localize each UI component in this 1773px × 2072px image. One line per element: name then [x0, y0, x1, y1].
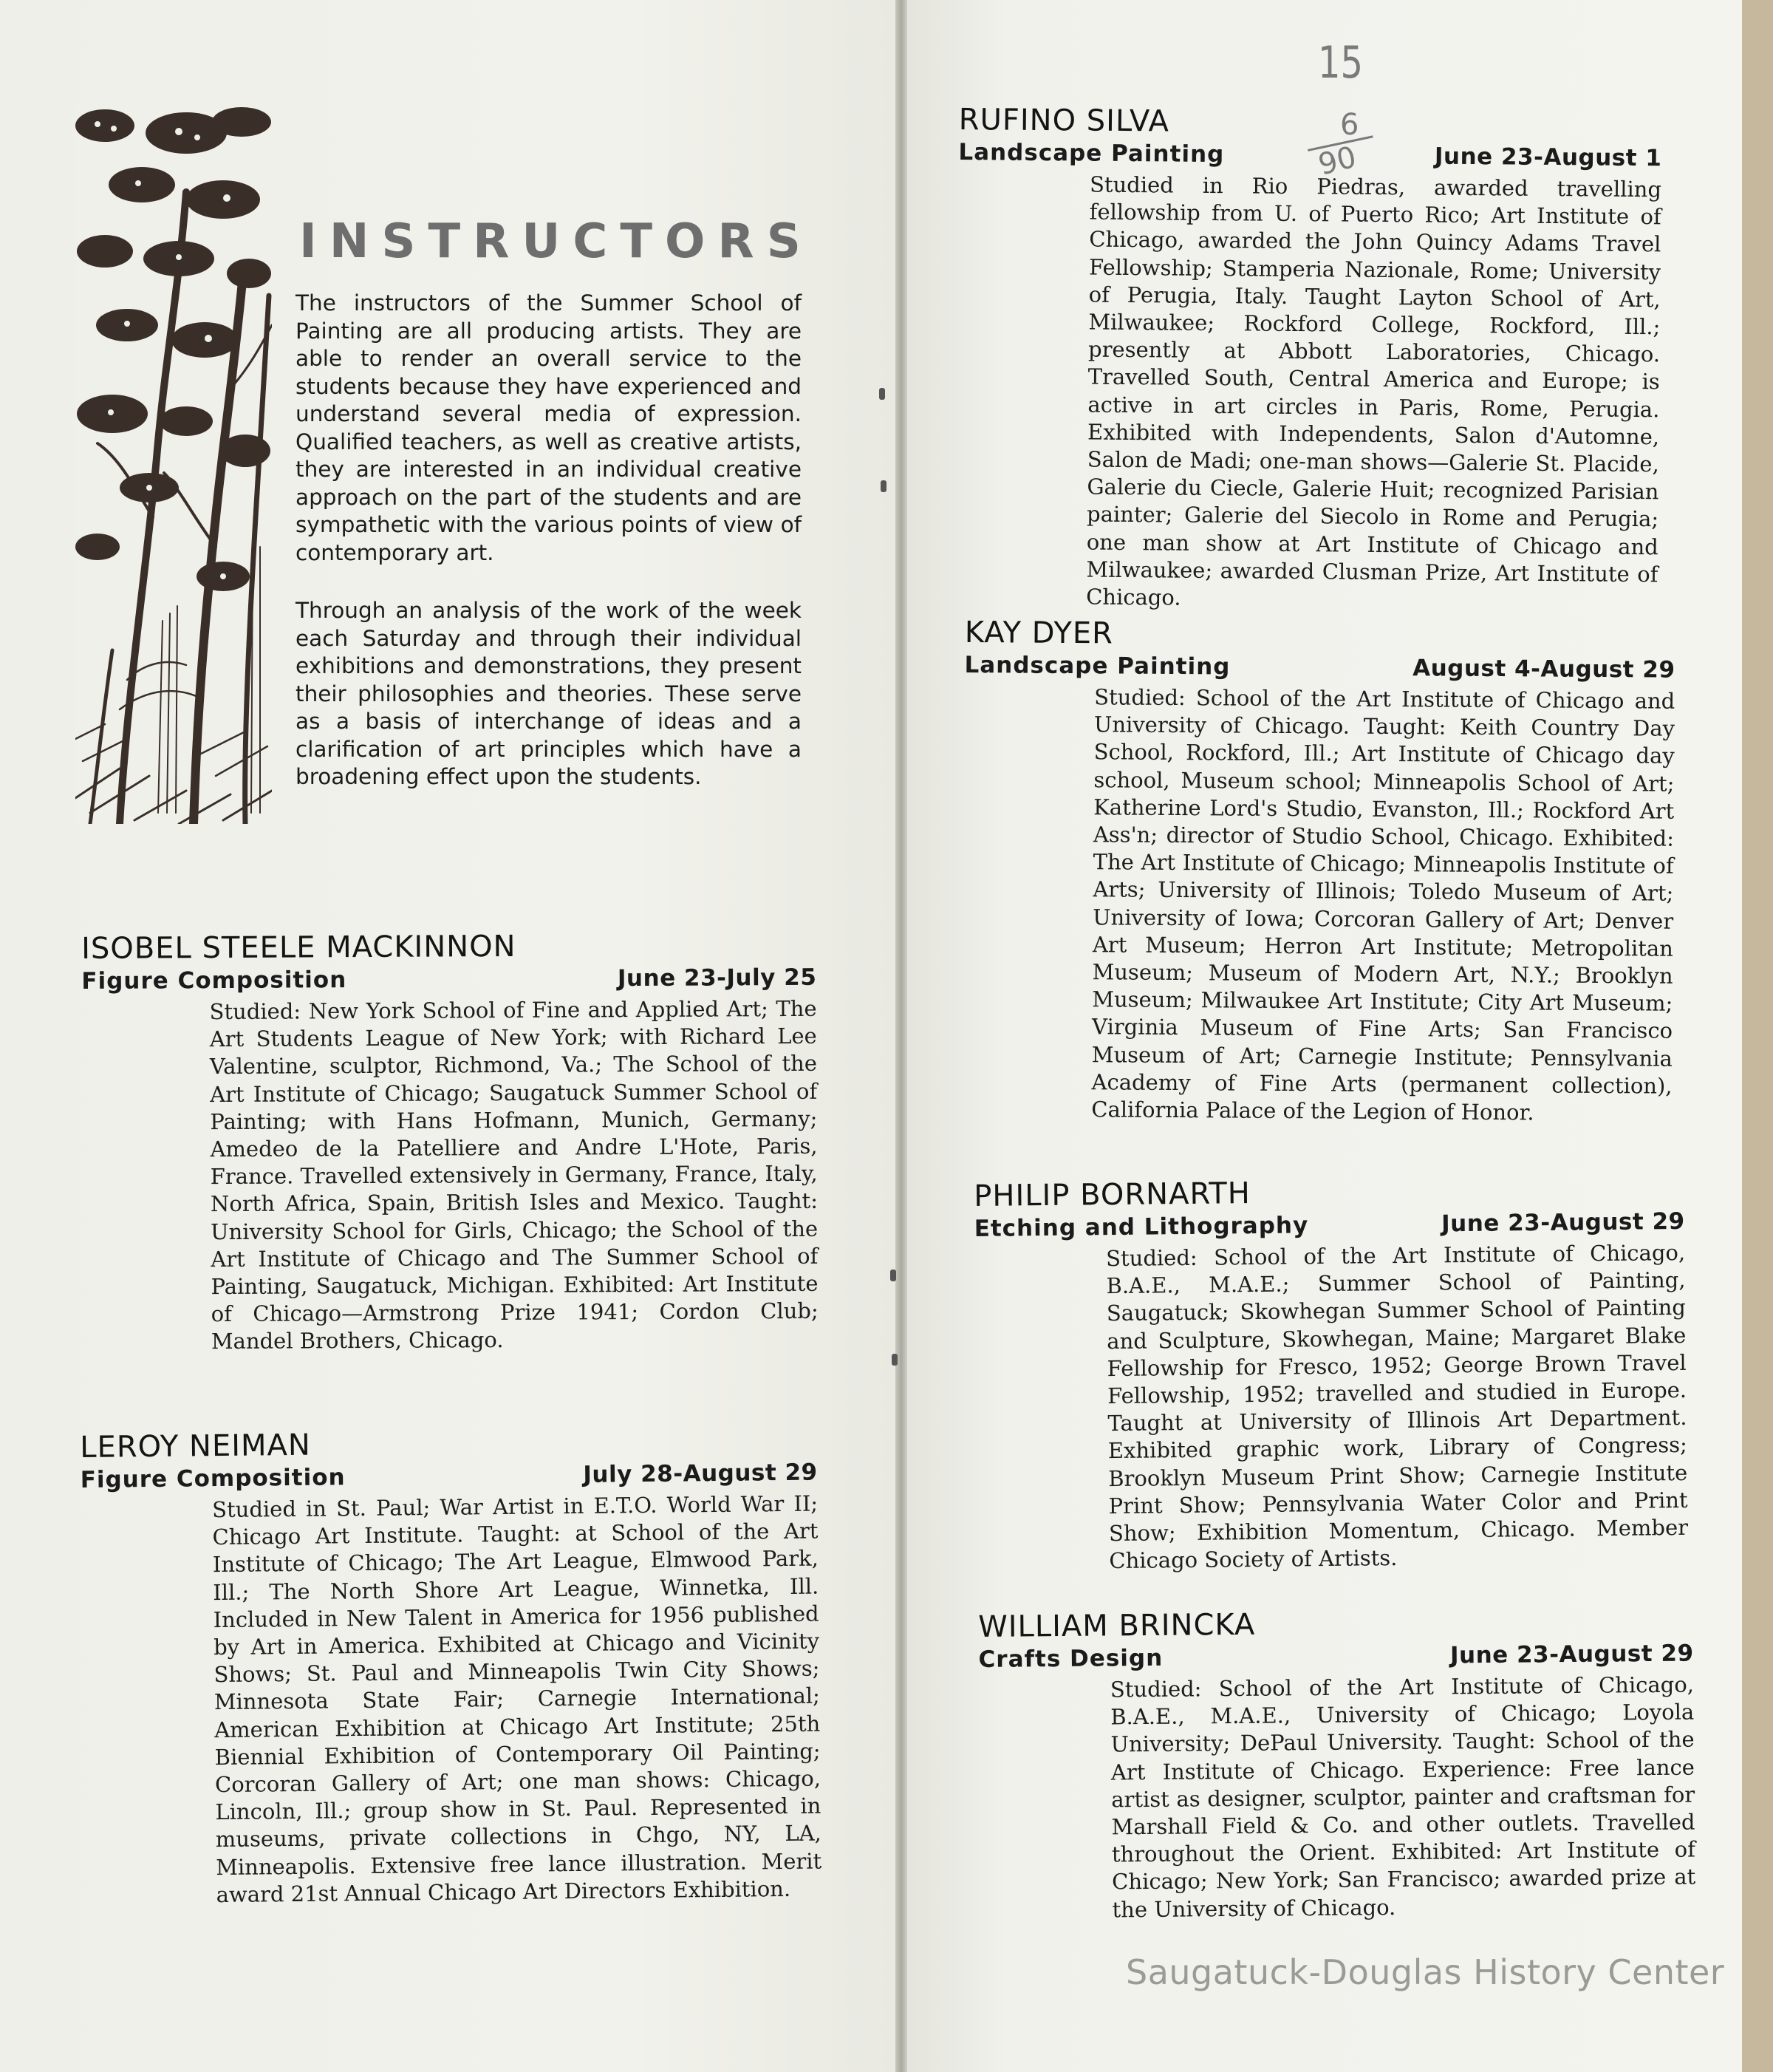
- instructor-bio: Studied: New York School of Fine and Applied Art; The Art Students League of New York; with Richard Lee Valentine, sculptor, Richmond, Va.; The School of the Art Institute of Chicago; Saugatuck Summer School of Painting; with Hans Hofmann, Munich, Germany; Amedeo de la Patelliere and Andre L'Hote, Paris, France. Travelled extensively in Germany, France, Italy, North Africa, Spain, British Isles and Mexico. Taught: University School for Girls, Chicago; the School of the Art Institute of Chicago and The Summer School of Painting, Saugatuck, Michigan. Exhibited: Art Institute of Chicago—Armstrong Prize 1941; Cordon Club; Mandel Brothers, Chicago.: [209, 995, 819, 1354]
- booklet-spine: [895, 0, 907, 2072]
- staple: [890, 1270, 896, 1281]
- instructor-name: RUFINO SILVA: [958, 102, 1170, 139]
- instructor-name: ISOBEL STEELE MACKINNON: [81, 929, 516, 966]
- course-dates: June 23-August 1: [1434, 143, 1662, 172]
- course-title: Figure Composition: [80, 1464, 346, 1493]
- watermark: Saugatuck-Douglas History Center: [1126, 1952, 1725, 1992]
- course-title: Landscape Painting: [964, 651, 1231, 681]
- course-dates: July 28-August 29: [583, 1459, 818, 1488]
- instructor-entry: [961, 615, 1675, 1128]
- course-line: [958, 137, 1661, 173]
- instructor-bio: Studied: School of the Art Institute of Chicago, B.A.E., M.A.E., University of Chicago; Loyola University; DePaul University. Taught: School of the Art Institute of Chicago. Experience: Free lance artist as designer, sculptor, painter and craftsman for Marshall Field & Co. and other outlets. Travelled throughout the Orient. Exhibited: Art Institute of Chicago; New York; San Francisco; awarded prize at the University of Chicago.: [1110, 1671, 1696, 1923]
- course-dates: June 23-August 29: [1441, 1207, 1685, 1238]
- staple: [879, 388, 885, 400]
- instructor-name: PHILIP BORNARTH: [974, 1176, 1251, 1213]
- instructor-bio: Studied in St. Paul; War Artist in E.T.O. World War II; Chicago Art Institute. Taught: at School of the Art Institute of Chicago; The Art League, Elmwood Park, Ill.; The North Shore Art League, Winnetka, Ill. Included in New Talent in America for 1956 published by Art in America. Exhibited at Chicago and Vicinity Shows; St. Paul and Minneapolis Twin City Shows; Minnesota State Fair; Carnegie International; American Exhibition at Chicago Art Institute; 25th Biennial Exhibition of Contemporary Oil Painting; Corcoran Gallery of Art; one man shows: Chicago, Lincoln, Ill.; group show in St. Paul. Represented in museums, private collections in Chgo, NY, LA, Minneapolis. Extensive free lance illustration. Merit award 21st Annual Chicago Art Directors Exhibition.: [211, 1490, 822, 1907]
- handwritten-number: 15: [1318, 37, 1364, 89]
- course-line: [978, 1639, 1693, 1674]
- staple: [892, 1354, 898, 1366]
- handwritten-fraction-top: 6: [1340, 108, 1359, 142]
- instructor-entry: [954, 102, 1662, 616]
- instructor-bio: Studied: School of the Art Institute of Chicago, B.A.E., M.A.E.; Summer School of Painting, Saugatuck; Skowhegan Summer School of Painting and Sculpture, Skowhegan, Maine; Margaret Blake Fellowship for Fresco, 1952; George Brown Travel Fellowship, 1952; travelled and studied in Europe. Taught at University of Illinois Art Department. Exhibited graphic work, Library of Congress; Brooklyn Museum Print Show; Carnegie Institute Print Show; Pennsylvania Water Color and Print Show; Exhibition Momentum, Chicago. Member Chicago Society of Artists.: [1105, 1239, 1689, 1574]
- course-dates: June 23-July 25: [617, 964, 817, 992]
- intro-paragraph: Through an analysis of the work of the week each Saturday and through their individual exhibitions and demonstrations, they present their philosophies and theories. These serve as a basis of interchange of ideas and a clarification of art principles which have a broadening effect upon the students.: [296, 598, 802, 789]
- page-heading: INSTRUCTORS: [299, 214, 813, 269]
- intro-paragraph: The instructors of the Summer School of Painting are all producing artists. They are able to render an overall service to the students because they have experienced and understand several media of expression. Qualified teachers, as well as creative artists, they are interested in an individual creative approach on the part of the students and are sympathetic with the various points of view of contemporary art.: [296, 290, 802, 565]
- tree-illustration: [75, 103, 272, 824]
- course-title: Figure Composition: [81, 967, 347, 995]
- course-line: [964, 650, 1675, 685]
- handwritten-fraction-bottom: 90: [1315, 140, 1360, 183]
- course-title: Crafts Design: [978, 1644, 1164, 1673]
- course-title: Landscape Painting: [958, 138, 1225, 168]
- instructor-entry: [974, 1171, 1689, 1576]
- instructor-name: WILLIAM BRINCKA: [978, 1607, 1256, 1644]
- course-line: [81, 963, 816, 996]
- course-dates: August 4-August 29: [1412, 655, 1675, 684]
- staple: [881, 480, 886, 492]
- instructor-name: LEROY NEIMAN: [80, 1428, 312, 1465]
- instructor-entry: [81, 927, 819, 1357]
- course-dates: June 23-August 29: [1449, 1640, 1694, 1669]
- instructor-name: KAY DYER: [964, 616, 1114, 651]
- instructor-entry: [80, 1422, 822, 1910]
- instructor-bio: Studied in Rio Piedras, awarded travelling fellowship from U. of Puerto Rico; Art Institute of Chicago, awarded the John Quincy Adams Travel Fellowship; Stamperia Nazionale, Rome; University of Perugia, Italy. Taught Layton School of Art, Milwaukee; Rockford College, Rockford, Ill.; presently at Abbott Laboratories, Chicago. Travelled South, Central America and Europe; is active in art circles in Paris, Rome, Perugia. Exhibited with Independents, Salon d'Automne, Salon de Madi; one-man shows—Galerie St. Placide, Galerie du Ciecle, Galerie Huit; recognized Parisian painter; Galerie del Siecolo in Rome and Perugia; one man show at Art Institute of Chicago and Milwaukee; awarded Clusman Prize, Art Institute of Chicago.: [1086, 171, 1662, 610]
- course-title: Etching and Lithography: [974, 1212, 1309, 1242]
- table-surface: [1742, 0, 1773, 2072]
- instructor-entry: [978, 1604, 1696, 1925]
- instructor-bio: Studied: School of the Art Institute of Chicago and University of Chicago. Taught: Keith Country Day School, Rockford, Ill.; Art Institute of Chicago day school, Museum school; Minneapolis School of Art; Katherine Lord's Studio, Evanston, Ill.; Rockford Art Ass'n; director of Studio School, Chicago. Exhibited: The Art Institute of Chicago; Minneapolis Institute of Arts; University of Illinois; Toledo Museum of Art; University of Iowa; Corcoran Gallery of Art; Denver Art Museum; Herron Art Institute; Metropolitan Museum; Museum of Modern Art, N.Y.; Brooklyn Museum; Milwaukee Art Institute; City Art Museum; Virginia Museum of Fine Arts; San Francisco Museum of Art; Carnegie Institute; Pennsylvania Academy of Fine Arts (permanent collection), California Palace of the Legion of Honor.: [1091, 684, 1675, 1125]
